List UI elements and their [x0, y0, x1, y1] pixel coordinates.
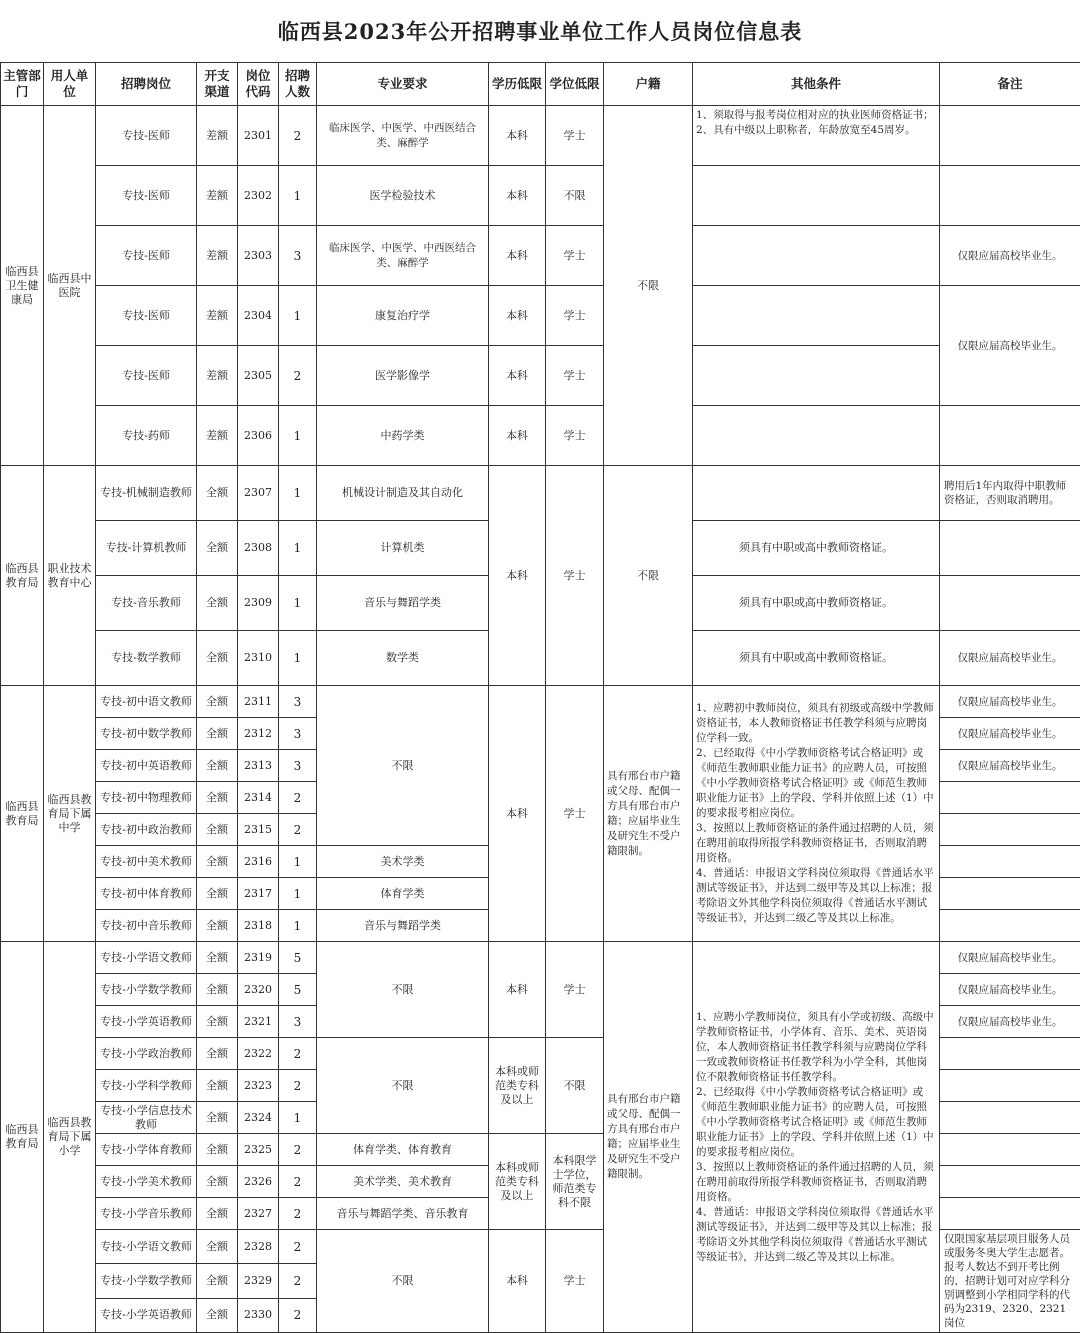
post-cell: 专技-初中美术教师 — [96, 846, 197, 878]
degree-cell: 学士 — [546, 106, 604, 166]
code-cell: 2303 — [238, 226, 279, 286]
count-cell: 1 — [279, 910, 317, 942]
header-note: 备注 — [940, 63, 1080, 106]
edu-cell: 本科 — [489, 1230, 546, 1333]
header-edu: 学历低限 — [489, 63, 546, 106]
note-cell — [940, 878, 1080, 910]
other-cell — [693, 406, 940, 466]
fund-cell: 全额 — [197, 1038, 238, 1070]
count-cell: 2 — [279, 1038, 317, 1070]
edu-cell: 本科 — [489, 406, 546, 466]
major-cell: 美术学类 — [317, 846, 489, 878]
post-cell: 专技-小学数学教师 — [96, 1264, 197, 1298]
code-cell: 2308 — [238, 521, 279, 576]
post-cell: 专技-医师 — [96, 346, 197, 406]
count-cell: 2 — [279, 1264, 317, 1298]
code-cell: 2304 — [238, 286, 279, 346]
table-row — [1, 226, 1080, 286]
unit-cell: 临西县教育局下属中学 — [44, 686, 96, 942]
header-degree: 学位低限 — [546, 63, 604, 106]
note-cell: 仅限应届高校毕业生。 — [940, 942, 1080, 974]
fund-cell: 差额 — [197, 346, 238, 406]
dept-cell: 临西县卫生健康局 — [1, 106, 44, 466]
edu-cell: 本科 — [489, 166, 546, 226]
fund-cell: 全额 — [197, 686, 238, 718]
dept-cell: 临西县教育局 — [1, 942, 44, 1333]
note-cell — [940, 521, 1080, 576]
post-cell: 专技-初中英语教师 — [96, 750, 197, 782]
fund-cell: 差额 — [197, 106, 238, 166]
note-cell: 仅限应届高校毕业生。 — [940, 686, 1080, 718]
fund-cell: 全额 — [197, 846, 238, 878]
other-cell — [693, 226, 940, 286]
unit-cell: 职业技术教育中心 — [44, 466, 96, 686]
note-cell — [940, 846, 1080, 878]
fund-cell: 全额 — [197, 1102, 238, 1134]
post-cell: 专技-小学英语教师 — [96, 1006, 197, 1038]
degree-cell: 学士 — [546, 942, 604, 1038]
note-cell — [940, 406, 1080, 466]
post-cell: 专技-医师 — [96, 166, 197, 226]
post-cell: 专技-初中数学教师 — [96, 718, 197, 750]
fund-cell: 全额 — [197, 782, 238, 814]
fund-cell: 全额 — [197, 1264, 238, 1298]
hukou-cell: 具有邢台市户籍或父母、配偶一方具有邢台市户籍；应届毕业生及研究生不受户籍限制。 — [604, 942, 693, 1333]
note-cell — [940, 1198, 1080, 1230]
post-cell: 专技-计算机教师 — [96, 521, 197, 576]
edu-cell: 本科 — [489, 686, 546, 942]
code-cell: 2321 — [238, 1006, 279, 1038]
count-cell: 3 — [279, 1006, 317, 1038]
note-cell: 聘用后1年内取得中职教师资格证，否则取消聘用。 — [940, 466, 1080, 521]
code-cell: 2319 — [238, 942, 279, 974]
count-cell: 3 — [279, 750, 317, 782]
post-cell: 专技-医师 — [96, 286, 197, 346]
count-cell: 1 — [279, 878, 317, 910]
major-cell: 医学检验技术 — [317, 166, 489, 226]
code-cell: 2311 — [238, 686, 279, 718]
code-cell: 2306 — [238, 406, 279, 466]
post-cell: 专技-小学科学教师 — [96, 1070, 197, 1102]
other-cell: 1、须取得与报考岗位相对应的执业医师资格证书； 2、具有中级以上职称者，年龄放宽至45周岁。 — [693, 106, 940, 166]
code-cell: 2326 — [238, 1166, 279, 1198]
table-row — [1, 686, 1080, 718]
note-cell — [940, 814, 1080, 846]
edu-cell: 本科 — [489, 346, 546, 406]
header-major: 专业要求 — [317, 63, 489, 106]
code-cell: 2309 — [238, 576, 279, 631]
other-cell: 1、应聘初中教师岗位，须具有初级或高级中学教师资格证书，本人教师资格证书任教学科须与应聘岗位学科一致。 2、已经取得《中小学教师资格考试合格证明》或《师范生教师职业能力证书》的应聘人员，可按照《中小学教师资格考试合格证明》或《师范生教师职业能力证书》上的学段、学科并依照上述（1）中的要求报考相应岗位。 3、按照以上教师资格证的条件通过招聘的人员，须在聘用前取得所报学科教师资格证书，否则取消聘用资格。 4、普通话：申报语文学科岗位须取得《普通话水平测试等级证书》，并达到二级甲等及其以上标准；报考除语文外其他学科岗位须取得《普通话水平测试等级证书》，并达到二级乙等及其以上标准。 — [693, 686, 940, 942]
header-code: 岗位代码 — [238, 63, 279, 106]
code-cell: 2328 — [238, 1230, 279, 1264]
code-cell: 2312 — [238, 718, 279, 750]
count-cell: 1 — [279, 286, 317, 346]
count-cell: 3 — [279, 226, 317, 286]
fund-cell: 全额 — [197, 466, 238, 521]
fund-cell: 全额 — [197, 1198, 238, 1230]
count-cell: 1 — [279, 631, 317, 686]
fund-cell: 全额 — [197, 910, 238, 942]
note-cell — [940, 166, 1080, 226]
count-cell: 2 — [279, 814, 317, 846]
header-count: 招聘人数 — [279, 63, 317, 106]
code-cell: 2318 — [238, 910, 279, 942]
edu-cell: 本科或师范类专科及以上 — [489, 1134, 546, 1230]
fund-cell: 全额 — [197, 1006, 238, 1038]
degree-cell: 学士 — [546, 226, 604, 286]
edu-cell: 本科或师范类专科及以上 — [489, 1038, 546, 1134]
fund-cell: 全额 — [197, 1134, 238, 1166]
post-cell: 专技-初中体育教师 — [96, 878, 197, 910]
major-cell: 数学类 — [317, 631, 489, 686]
major-cell: 不限 — [317, 1038, 489, 1134]
count-cell: 2 — [279, 106, 317, 166]
edu-cell: 本科 — [489, 942, 546, 1038]
other-cell — [693, 166, 940, 226]
post-cell: 专技-医师 — [96, 226, 197, 286]
note-cell: 仅限应届高校毕业生。 — [940, 286, 1080, 406]
header-dept: 主管部门 — [1, 63, 44, 106]
header-post: 招聘岗位 — [96, 63, 197, 106]
code-cell: 2320 — [238, 974, 279, 1006]
note-cell — [940, 1102, 1080, 1134]
count-cell: 2 — [279, 1134, 317, 1166]
header-row — [1, 63, 1080, 106]
table-row — [1, 942, 1080, 974]
table-row — [1, 166, 1080, 226]
major-cell: 音乐与舞蹈学类 — [317, 576, 489, 631]
major-cell: 机械设计制造及其自动化 — [317, 466, 489, 521]
note-cell: 仅限应届高校毕业生。 — [940, 226, 1080, 286]
post-cell: 专技-小学语文教师 — [96, 1230, 197, 1264]
code-cell: 2325 — [238, 1134, 279, 1166]
note-cell — [940, 106, 1080, 166]
page-title: 临西县2023年公开招聘事业单位工作人员岗位信息表 — [0, 0, 1080, 64]
table-row — [1, 406, 1080, 466]
post-cell: 专技-小学音乐教师 — [96, 1198, 197, 1230]
note-cell — [940, 1166, 1080, 1198]
major-cell: 医学影像学 — [317, 346, 489, 406]
code-cell: 2329 — [238, 1264, 279, 1298]
post-cell: 专技-小学数学教师 — [96, 974, 197, 1006]
dept-cell: 临西县教育局 — [1, 466, 44, 686]
post-cell: 专技-小学体育教师 — [96, 1134, 197, 1166]
count-cell: 2 — [279, 1166, 317, 1198]
major-cell: 康复治疗学 — [317, 286, 489, 346]
other-cell: 须具有中职或高中教师资格证。 — [693, 576, 940, 631]
code-cell: 2313 — [238, 750, 279, 782]
degree-cell: 学士 — [546, 406, 604, 466]
count-cell: 1 — [279, 1102, 317, 1134]
count-cell: 1 — [279, 406, 317, 466]
post-cell: 专技-初中政治教师 — [96, 814, 197, 846]
major-cell: 不限 — [317, 686, 489, 846]
degree-cell: 本科限学士学位，师范类专科不限 — [546, 1134, 604, 1230]
code-cell: 2302 — [238, 166, 279, 226]
count-cell: 1 — [279, 846, 317, 878]
degree-cell: 学士 — [546, 346, 604, 406]
unit-cell: 临西县教育局下属小学 — [44, 942, 96, 1333]
fund-cell: 全额 — [197, 631, 238, 686]
header-other: 其他条件 — [693, 63, 940, 106]
major-cell: 不限 — [317, 1230, 489, 1333]
note-cell: 仅限应届高校毕业生。 — [940, 1006, 1080, 1038]
degree-cell: 学士 — [546, 686, 604, 942]
post-cell: 专技-初中语文教师 — [96, 686, 197, 718]
other-cell — [693, 286, 940, 346]
header-fund: 开支渠道 — [197, 63, 238, 106]
fund-cell: 全额 — [197, 521, 238, 576]
post-cell: 专技-药师 — [96, 406, 197, 466]
major-cell: 临床医学、中医学、中西医结合类、麻醉学 — [317, 226, 489, 286]
code-cell: 2324 — [238, 1102, 279, 1134]
count-cell: 1 — [279, 521, 317, 576]
count-cell: 1 — [279, 466, 317, 521]
count-cell: 2 — [279, 346, 317, 406]
count-cell: 2 — [279, 1230, 317, 1264]
major-cell: 不限 — [317, 942, 489, 1038]
degree-cell: 学士 — [546, 1230, 604, 1333]
fund-cell: 差额 — [197, 166, 238, 226]
table-row — [1, 346, 1080, 406]
other-cell — [693, 466, 940, 521]
code-cell: 2327 — [238, 1198, 279, 1230]
header-hukou: 户籍 — [604, 63, 693, 106]
unit-cell: 临西县中医院 — [44, 106, 96, 466]
post-cell: 专技-小学信息技术教师 — [96, 1102, 197, 1134]
post-cell: 专技-初中物理教师 — [96, 782, 197, 814]
post-cell: 专技-小学政治教师 — [96, 1038, 197, 1070]
fund-cell: 差额 — [197, 226, 238, 286]
count-cell: 3 — [279, 686, 317, 718]
post-cell: 专技-初中音乐教师 — [96, 910, 197, 942]
code-cell: 2316 — [238, 846, 279, 878]
fund-cell: 全额 — [197, 1298, 238, 1332]
dept-cell: 临西县教育局 — [1, 686, 44, 942]
major-cell: 临床医学、中医学、中西医结合类、麻醉学 — [317, 106, 489, 166]
hukou-cell: 不限 — [604, 466, 693, 686]
fund-cell: 全额 — [197, 576, 238, 631]
hukou-cell: 不限 — [604, 106, 693, 466]
degree-cell: 不限 — [546, 1038, 604, 1134]
fund-cell: 全额 — [197, 1070, 238, 1102]
note-cell: 仅限应届高校毕业生。 — [940, 631, 1080, 686]
edu-cell: 本科 — [489, 286, 546, 346]
note-cell — [940, 1070, 1080, 1102]
note-cell — [940, 910, 1080, 942]
code-cell: 2314 — [238, 782, 279, 814]
major-cell: 音乐与舞蹈学类、音乐教育 — [317, 1198, 489, 1230]
hukou-cell: 具有邢台市户籍或父母、配偶一方具有邢台市户籍；应届毕业生及研究生不受户籍限制。 — [604, 686, 693, 942]
other-cell — [693, 346, 940, 406]
table-row — [1, 286, 1080, 346]
major-cell: 中药学类 — [317, 406, 489, 466]
count-cell: 2 — [279, 1070, 317, 1102]
other-cell: 1、应聘小学教师岗位，须具有小学或初级、高级中学教师资格证书，小学体育、音乐、美术、英语岗位，本人教师资格证书任教学科须与应聘岗位学科一致或教师资格证书任教学科为小学全科，其他岗位不限教师资格证书任教学科。 2、已经取得《中小学教师资格考试合格证明》或《师范生教师职业能力证书》的应聘人员，可按照《中小学教师资格考试合格证明》或《师范生教师职业能力证书》上的学段、学科并依照上述（1）中的要求报考相应岗位。 3、按照以上教师资格证的条件通过招聘的人员，须在聘用前取得所报学科教师资格证书，否则取消聘用资格。 4、普通话：申报语文学科岗位须取得《普通话水平测试等级证书》，并达到二级甲等及其以上标准；报考除语文外其他学科岗位须取得《普通话水平测试等级证书》，并达到二级乙等及其以上标准。 — [693, 942, 940, 1333]
fund-cell: 差额 — [197, 286, 238, 346]
fund-cell: 差额 — [197, 406, 238, 466]
degree-cell: 学士 — [546, 466, 604, 686]
post-cell: 专技-小学英语教师 — [96, 1298, 197, 1332]
fund-cell: 全额 — [197, 814, 238, 846]
post-cell: 专技-机械制造教师 — [96, 466, 197, 521]
post-cell: 专技-医师 — [96, 106, 197, 166]
fund-cell: 全额 — [197, 878, 238, 910]
degree-cell: 不限 — [546, 166, 604, 226]
post-cell: 专技-数学教师 — [96, 631, 197, 686]
fund-cell: 全额 — [197, 1166, 238, 1198]
header-unit: 用人单位 — [44, 63, 96, 106]
table-row — [1, 466, 1080, 521]
code-cell: 2305 — [238, 346, 279, 406]
major-cell: 体育学类、体育教育 — [317, 1134, 489, 1166]
count-cell: 1 — [279, 576, 317, 631]
fund-cell: 全额 — [197, 974, 238, 1006]
code-cell: 2301 — [238, 106, 279, 166]
fund-cell: 全额 — [197, 750, 238, 782]
major-cell: 计算机类 — [317, 521, 489, 576]
edu-cell: 本科 — [489, 466, 546, 686]
count-cell: 2 — [279, 1198, 317, 1230]
fund-cell: 全额 — [197, 942, 238, 974]
code-cell: 2317 — [238, 878, 279, 910]
code-cell: 2315 — [238, 814, 279, 846]
count-cell: 2 — [279, 782, 317, 814]
edu-cell: 本科 — [489, 106, 546, 166]
code-cell: 2307 — [238, 466, 279, 521]
note-cell: 仅限应届高校毕业生。 — [940, 750, 1080, 782]
code-cell: 2323 — [238, 1070, 279, 1102]
fund-cell: 全额 — [197, 1230, 238, 1264]
note-cell — [940, 1038, 1080, 1070]
code-cell: 2310 — [238, 631, 279, 686]
edu-cell: 本科 — [489, 226, 546, 286]
major-cell: 美术学类、美术教育 — [317, 1166, 489, 1198]
code-cell: 2322 — [238, 1038, 279, 1070]
other-cell: 须具有中职或高中教师资格证。 — [693, 631, 940, 686]
note-cell: 仅限应届高校毕业生。 — [940, 974, 1080, 1006]
code-cell: 2330 — [238, 1298, 279, 1332]
post-cell: 专技-小学语文教师 — [96, 942, 197, 974]
major-cell: 音乐与舞蹈学类 — [317, 910, 489, 942]
note-cell — [940, 576, 1080, 631]
note-cell — [940, 1134, 1080, 1166]
post-cell: 专技-小学美术教师 — [96, 1166, 197, 1198]
recruitment-table — [0, 62, 1080, 1333]
count-cell: 3 — [279, 718, 317, 750]
note-cell: 仅限国家基层项目服务人员或服务冬奥大学生志愿者。报考人数达不到开考比例的，招聘计划可对应学科分别调整到小学相同学科的代码为2319、2320、2321岗位 — [940, 1230, 1080, 1333]
count-cell: 5 — [279, 974, 317, 1006]
count-cell: 2 — [279, 1298, 317, 1332]
note-cell: 仅限应届高校毕业生。 — [940, 718, 1080, 750]
fund-cell: 全额 — [197, 718, 238, 750]
table-row — [1, 106, 1080, 166]
other-cell: 须具有中职或高中教师资格证。 — [693, 521, 940, 576]
degree-cell: 学士 — [546, 286, 604, 346]
count-cell: 5 — [279, 942, 317, 974]
post-cell: 专技-音乐教师 — [96, 576, 197, 631]
count-cell: 1 — [279, 166, 317, 226]
major-cell: 体育学类 — [317, 878, 489, 910]
note-cell — [940, 782, 1080, 814]
